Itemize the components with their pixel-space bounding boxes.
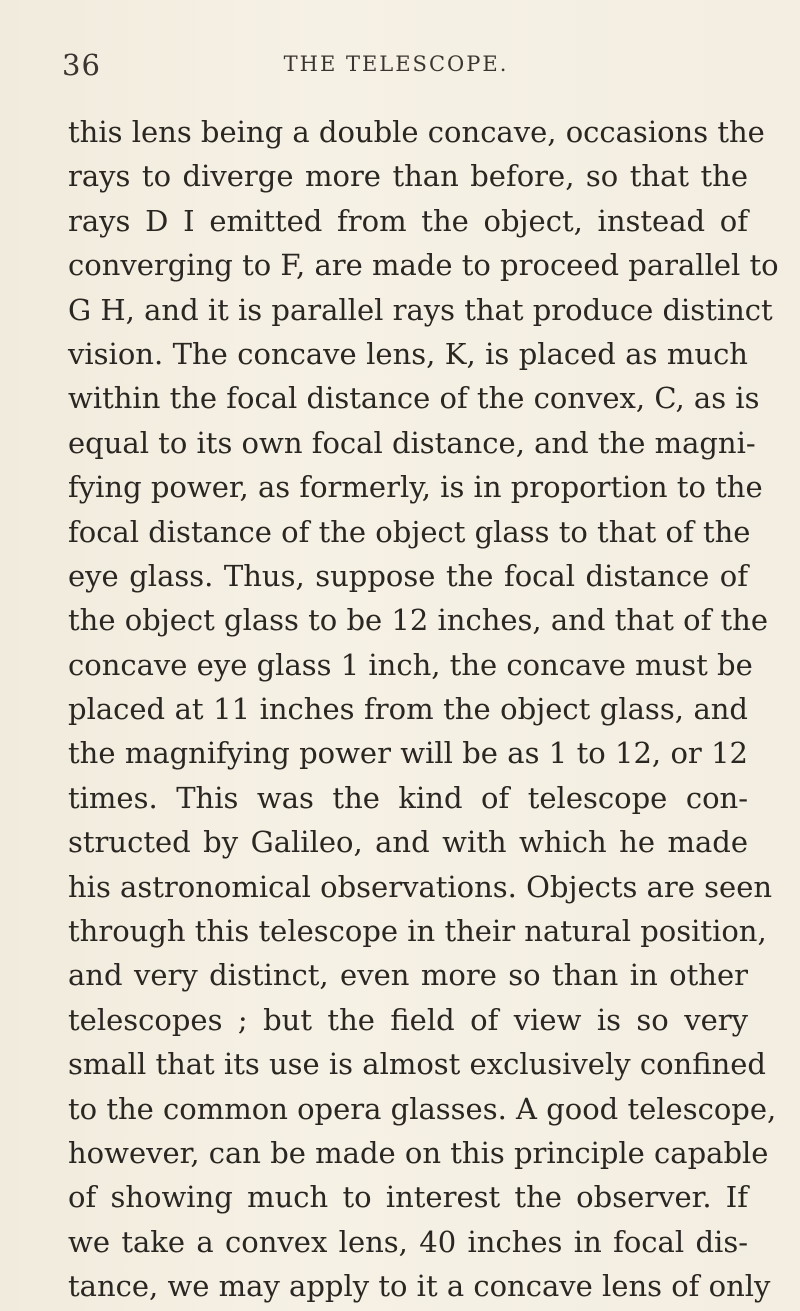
text-line: through this telescope in their natural position, [68,914,767,949]
text-line: however, can be made on this principle capable [68,1135,769,1170]
text-line: small that its use is almost exclusively confined [68,1047,766,1082]
text-line: we take a convex lens, 40 inches in focal dis- [68,1224,748,1259]
text-line: to the common opera glasses. A good telescope, [68,1091,777,1126]
text-line: his astronomical observations. Objects are seen [68,869,773,904]
text-line: the magnifying power will be as 1 to 12, or 12 [68,736,748,771]
text-line: eye glass. Thus, suppose the focal distance of [68,558,748,593]
body-text [68,110,779,1309]
text-line: fying power, as formerly, is in proportion to the [68,470,763,505]
text-line: and very distinct, even more so than in other [68,958,748,993]
text-line: tance, we may apply to it a concave lens of only [68,1269,771,1304]
text-line: equal to its own focal distance, and the magni- [68,425,756,460]
text-line: times. This was the kind of telescope con- [68,780,748,815]
text-line: this lens being a double concave, occasions the [68,115,765,149]
text-line: of showing much to interest the observer. If [68,1180,748,1215]
text-line: telescopes ; but the field of view is so very [68,1002,748,1037]
text-line: within the focal distance of the convex, C, as is [68,381,760,416]
page-header [62,48,730,88]
text-line: rays to diverge more than before, so that the [68,159,748,194]
text-line: converging to F, are made to proceed parallel to [68,248,779,283]
text-line: structed by Galileo, and with which he made [68,825,748,860]
text-line: G H, and it is parallel rays that produce distinct [68,292,773,327]
page-number: 36 [62,48,101,82]
text-line: concave eye glass 1 inch, the concave must be [68,647,753,682]
text-line: vision. The concave lens, K, is placed as much [68,336,748,371]
text-line: the object glass to be 12 inches, and that of the [68,603,769,638]
text-line: placed at 11 inches from the object glass, and [68,692,748,727]
text-line: rays D I emitted from the object, instead of [68,203,748,238]
text-line: focal distance of the object glass to that of the [68,514,751,549]
running-head: THE TELESCOPE. [283,52,509,76]
